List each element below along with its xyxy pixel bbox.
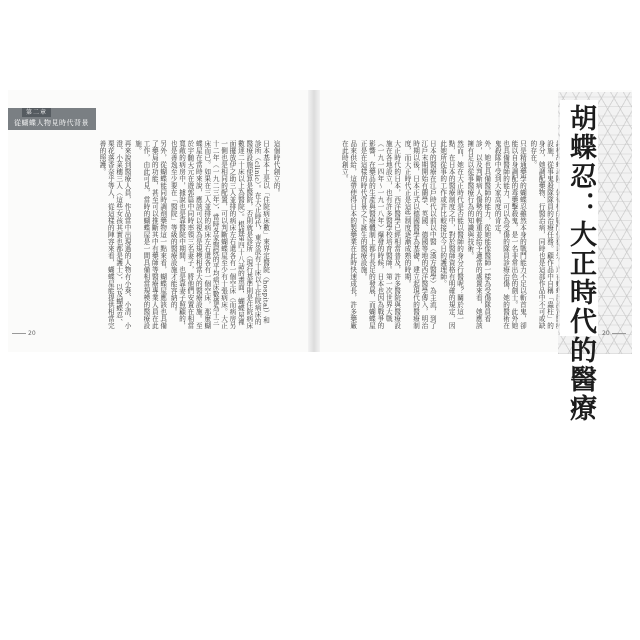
chapter-number: 第二章	[22, 108, 51, 117]
left-page-text	[70, 140, 280, 330]
paragraph: 品來供給，這帶使得日本的製藥業在此時快速成長，許多藥廠在此時創立。	[340, 140, 357, 329]
paragraph: 只是精通藥學的蝴蝶忍雖然本身的戰鬥能力不足以斬首鬼，卻能以自身調配的毒藥擊殺鬼，是一名非常出色的劍士。此外她也具備醫師的能力，可以為受傷的隊員診療治傷，她的醫術在鬼殺隊中受到大家高度的肯定。	[493, 140, 527, 329]
paragraph: 再來說到醫療人員，作品當中出現過的人物有小葵、小清、小澄、小菜穗三人（這些女孩其實也都是護士），以及蝴蝶忍、栗花落香奈乎等人，從這樣的陣容來看，蝴蝶屋能提供相當完善的照護。	[97, 140, 132, 329]
paragraph: 日本的醫療在江戶時代以前以中醫（漢方醫學）為主流，到了江戶末期開始有蘭學、英國、德國等地的西洋醫學傳入，明治時期以後，日本正式以德國醫學為基礎，建立起現代的醫療制度，而大正時代正是這些制度逐漸成熟的時期。	[403, 140, 437, 329]
page-number-rule	[12, 333, 26, 334]
page-title: 胡蝶忍：大正時代的醫療	[565, 104, 596, 423]
paragraph: 另外，從蝴蝶能同時調劑藥物這一點來看，蝴蝶屋應該也具備了藥局的功能，甚至可以推斷其中有藥師等醫療專業人員在此工作，由此可見，當時的蝴蝶屋是一間具備相當規模的醫療設施。	[133, 140, 167, 329]
page-number-rule	[612, 333, 626, 334]
book-gutter	[308, 90, 320, 352]
paragraph: 這個時代創立的。	[272, 140, 280, 196]
paragraph: 大正時代的日本，西洋醫學已經相當普及，許多醫院與醫療設施在各地設立，也有許多醫學校培育醫師。第一次世界大戰（一九一四年～一九一八年）爆發的時候，日本也因為戰爭的影響，在藥品的生產與醫療體制上都有長足的發展，而蝴蝶屋正是在這樣的時代背景之下誕生的醫療設施。	[359, 140, 401, 329]
right-page-text	[340, 140, 562, 330]
paragraph: 設施，從事鬼殺隊隊員的治療任務。顧作品中自稱「蟲柱」的身分，她調配藥物、行醫治病，同時也是這部作品中不可或缺的存在。	[528, 140, 554, 329]
page-number-left: 20	[28, 330, 36, 337]
paragraph: 外，她也具備醫師的能力，從她能像醫師一樣為受傷隊員看診，以及判斷病人傷勢的輕重並給予適當的處置來看，她應該擁有足以從事醫療行為的知識與技術。	[465, 140, 491, 329]
paragraph: 然而，她在大正時代是否能以醫師的身分行醫呢？關於這一點，在日本的醫療制度之中，對於醫師資格有明確的規定，因此她所從事的工作或許比較接近今日的護理師。	[438, 140, 464, 329]
page-number-right: 20	[602, 330, 610, 337]
paragraph: 日本基本上是以「住院病床數」來界定醫院（hospital）和診所（clinic）。在大正時代，東京設有十床以上住院病床的醫療設施便算是醫院，否則就是診所（現行基準則是住院病床數達二十床以上為醫院）。根據第四十八話的畫面，蝴蝶屋裡面擺放伊之助三人並排的病床左右還各有一個空床（而病房另一側也是相同的配置，可以判斷蝴蝶屋至少有十張病床。大正十二年（一九二三年），當時各家醫院的平均病床數僅為十三床而已。如果在三人並排的病床左右還各有一個空床，那麼蝴蝶屋在當時來說，應該可以視為是規模相當大的醫療設施。至於宇髄天元在遊郭篇中同時率領三名妻子，將他們安置在相當寬敞的病房中，據說也是靠醫院中期間，也是靠妻子照顧的，也是善逸至少要在「醫院」等級的醫療設施才能容納的。	[169, 140, 270, 329]
chapter-title: 從蝴蝶人物見時代背景	[14, 119, 89, 127]
